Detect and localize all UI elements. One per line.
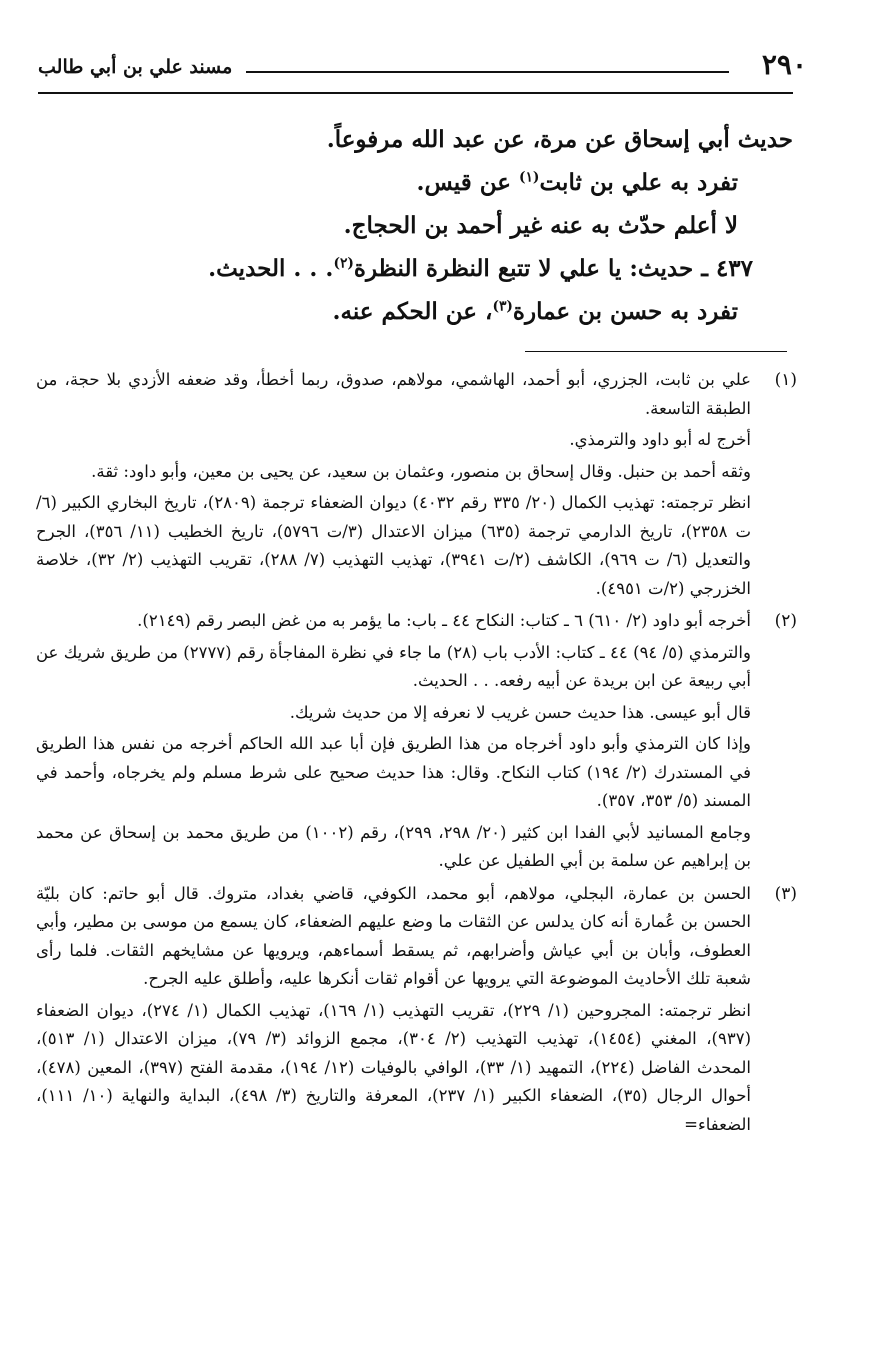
footnote-paragraph: علي بن ثابت، الجزري، أبو أحمد، الهاشمي، مولاهم، صدوق، ربما أخطأ، وقد ضعفه الأزدي بلا حجة، من الطبقة التاسعة.	[36, 370, 751, 418]
page-number: ٢٩٠	[761, 48, 807, 81]
footnote-paragraph: وثقه أحمد بن حنبل. وقال إسحاق بن منصور، وعثمان بن سعيد، عن يحيى بن معين، وأبو داود: ثقة.	[91, 461, 751, 481]
footnote-paragraph: والترمذي (٥/ ٩٤) ٤٤ ـ كتاب: الأدب باب (٢٨) ما جاء في نظرة المفاجأة رقم (٢٧٧٧) من طريق شريك عن أبي ربيعة عن ابن بريدة عن أبيه رفعه. . . الحديث.	[36, 642, 751, 690]
footnote-paragraph: وإذا كان الترمذي وأبو داود أخرجاه من هذا الطريق فإن أبا عبد الله الحاكم أخرجه من نفس هذا الطريق في المستدرك (٢/ ١٩٤) كتاب النكاح. وقال: هذا حديث صحيح على شرط مسلم ولم يخرجاه، وأحمد في المسند (٥/ ٣٥٣، ٣٥٧).	[36, 734, 752, 810]
footnote-ref: (٢)	[333, 255, 354, 272]
footnote-paragraph: انظر ترجمته: تهذيب الكمال (٢٠/ ٣٣٥ رقم ٤٠٣٢) ديوان الضعفاء ترجمة (٢٨٠٩)، تاريخ البخاري الكبير (٦/ت ٢٣٥٨)، تاريخ الدارمي ترجمة (٦٣٥) ميزان الاعتدال (٣/ت ٥٧٩٦)، تاريخ الخطيب (١١/ ٣٥٦)، الجرح والتعديل (٦/ ت ٩٦٩)، الكاشف (٢/ت ٣٩٤١)، تهذيب التهذيب (٧/ ٢٨٨)، تقريب التهذيب (٢/ ٣٢)، خلاصة الخزرجي (٢/ت ٤٩٥١).	[36, 493, 752, 598]
footnote-paragraph: الحسن بن عمارة، البجلي، مولاهم، أبو محمد، الكوفي، قاضي بغداد، متروك. قال أبو حاتم: كان بليّة الحسن بن عُمارة أنه كان يدلس عن الثقات ما وضع عليهم الضعفاء، كان يسمع من موسى بن مطير، وأبي العطوف، وأبان بن أبي عياش وأضرابهم، ثم يسقط أسماءهم، ويرويها عن مشايخهم الثقات. فلما رأى شعبة تلك الأحاديث الموضوعة التي يرويها عن أقوام ثقات أنكرها عليه، وأطلق عليه الجرح.	[36, 883, 751, 988]
main-line-2: تفرد به علي بن ثابت$^{(١)}$ عن قيس.	[416, 169, 738, 196]
footnote-2	[36, 607, 797, 876]
book-title: مسند علي بن أبي طالب	[38, 56, 233, 78]
footnote-1	[36, 366, 797, 603]
main-line-3: لا أعلم حدّث به عنه غير أحمد بن الحجاج.	[343, 212, 738, 239]
main-line-5: تفرد به حسن بن عمارة$^{(٣)}$، عن الحكم عنه.	[332, 298, 738, 325]
footnote-ref: (٣)	[492, 298, 513, 315]
hadith-437: ٤٣٧ ـ حديث: يا علي لا تتبع النظرة النظرة$^{(٢)}$. . . الحديث.	[208, 255, 753, 282]
main-text	[40, 118, 793, 333]
footnote-paragraph: قال أبو عيسى. هذا حديث حسن غريب لا نعرفه إلا من حديث شريك.	[289, 702, 751, 722]
footnote-number: (٢)	[774, 611, 797, 631]
footnote-separator	[525, 351, 787, 352]
footnote-paragraph: انظر ترجمته: المجروحين (١/ ٢٢٩)، تقريب التهذيب (١/ ١٦٩)، تهذيب الكمال (١/ ٢٧٤)، ديوان الضعفاء (٩٣٧)، المغني (١٤٥٤)، تهذيب التهذيب (٢/ ٣٠٤)، مجمع الزوائد (٣/ ٧٩)، ميزان الاعتدال (١/ ٥١٣)، المحدث الفاضل (٢٢٤)، التمهيد (١/ ٣٣)، الوافي بالوفيات (١٢/ ١٩٤)، مقدمة الفتح (٣٩٧)، المعين (٤٧٨)، أحوال الرجال (٣٥)، الضعفاء الكبير (١/ ٢٣٧)، المعرفة والتاريخ (٣/ ٤٩٨)، البداية والنهاية (١٠/ ١١١)، الضعفاء=	[36, 1000, 752, 1134]
footnote-ref: (١)	[518, 169, 540, 186]
footnotes	[36, 366, 797, 1143]
footnote-paragraph: وجامع المسانيد لأبي الفدا ابن كثير (٢٠/ ٢٩٨، ٢٩٩)، رقم (١٠٠٢) من طريق محمد بن إسحاق عن محمد بن إبراهيم عن سلمة بن أبي الطفيل عن علي.	[36, 822, 752, 870]
header-rule	[38, 92, 793, 94]
footnote-number: (١)	[774, 370, 797, 390]
footnote-paragraph: أخرجه أبو داود (٢/ ٦١٠) ٦ ـ كتاب: النكاح ٤٤ ـ باب: ما يؤمر به من غض البصر رقم (٢١٤٩).	[137, 611, 751, 630]
main-line-1: حديث أبي إسحاق عن مرة، عن عبد الله مرفوعاً.	[326, 126, 793, 153]
header-line	[246, 71, 729, 73]
footnote-paragraph: أخرج له أبو داود والترمذي.	[569, 430, 751, 449]
footnote-number: (٣)	[774, 883, 797, 904]
page-header	[38, 44, 807, 88]
footnote-3	[36, 880, 797, 1140]
